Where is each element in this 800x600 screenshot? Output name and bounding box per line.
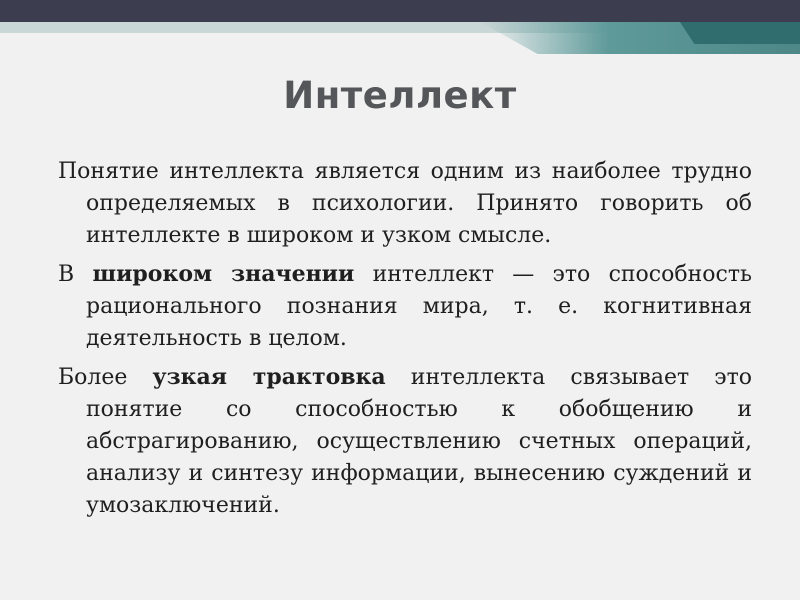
header-band [0,0,800,22]
paragraph-broad-meaning [58,258,752,355]
paragraph-text: В [58,262,93,287]
header-teal-corner-dark [680,22,800,44]
paragraph-text: Более [58,365,153,390]
paragraph-text: интеллект — это способность рационального познания мира, т. е. когнитивная деятельность в целом. [86,262,752,351]
slide-body [58,156,752,528]
paragraph-text: интеллекта связывает это понятие со способностью к обобщению и абстрагированию, осуществлению счетных операций, анализу и синтезу информации, вынесению суждений и умозаключений. [86,365,752,518]
paragraph-intelligence-definition [58,156,752,252]
slide-title: Интеллект [283,74,517,117]
paragraph-narrow-interpretation [58,361,752,522]
paragraph-text: Понятие интеллекта является одним из наиболее трудно определяемых в психологии. Принято говорить об интеллекте в широком и узком смысле. [58,159,752,248]
bold-term-narrow-interpretation: узкая трактовка [152,364,386,390]
bold-term-broad-meaning: широком значении [92,261,355,287]
